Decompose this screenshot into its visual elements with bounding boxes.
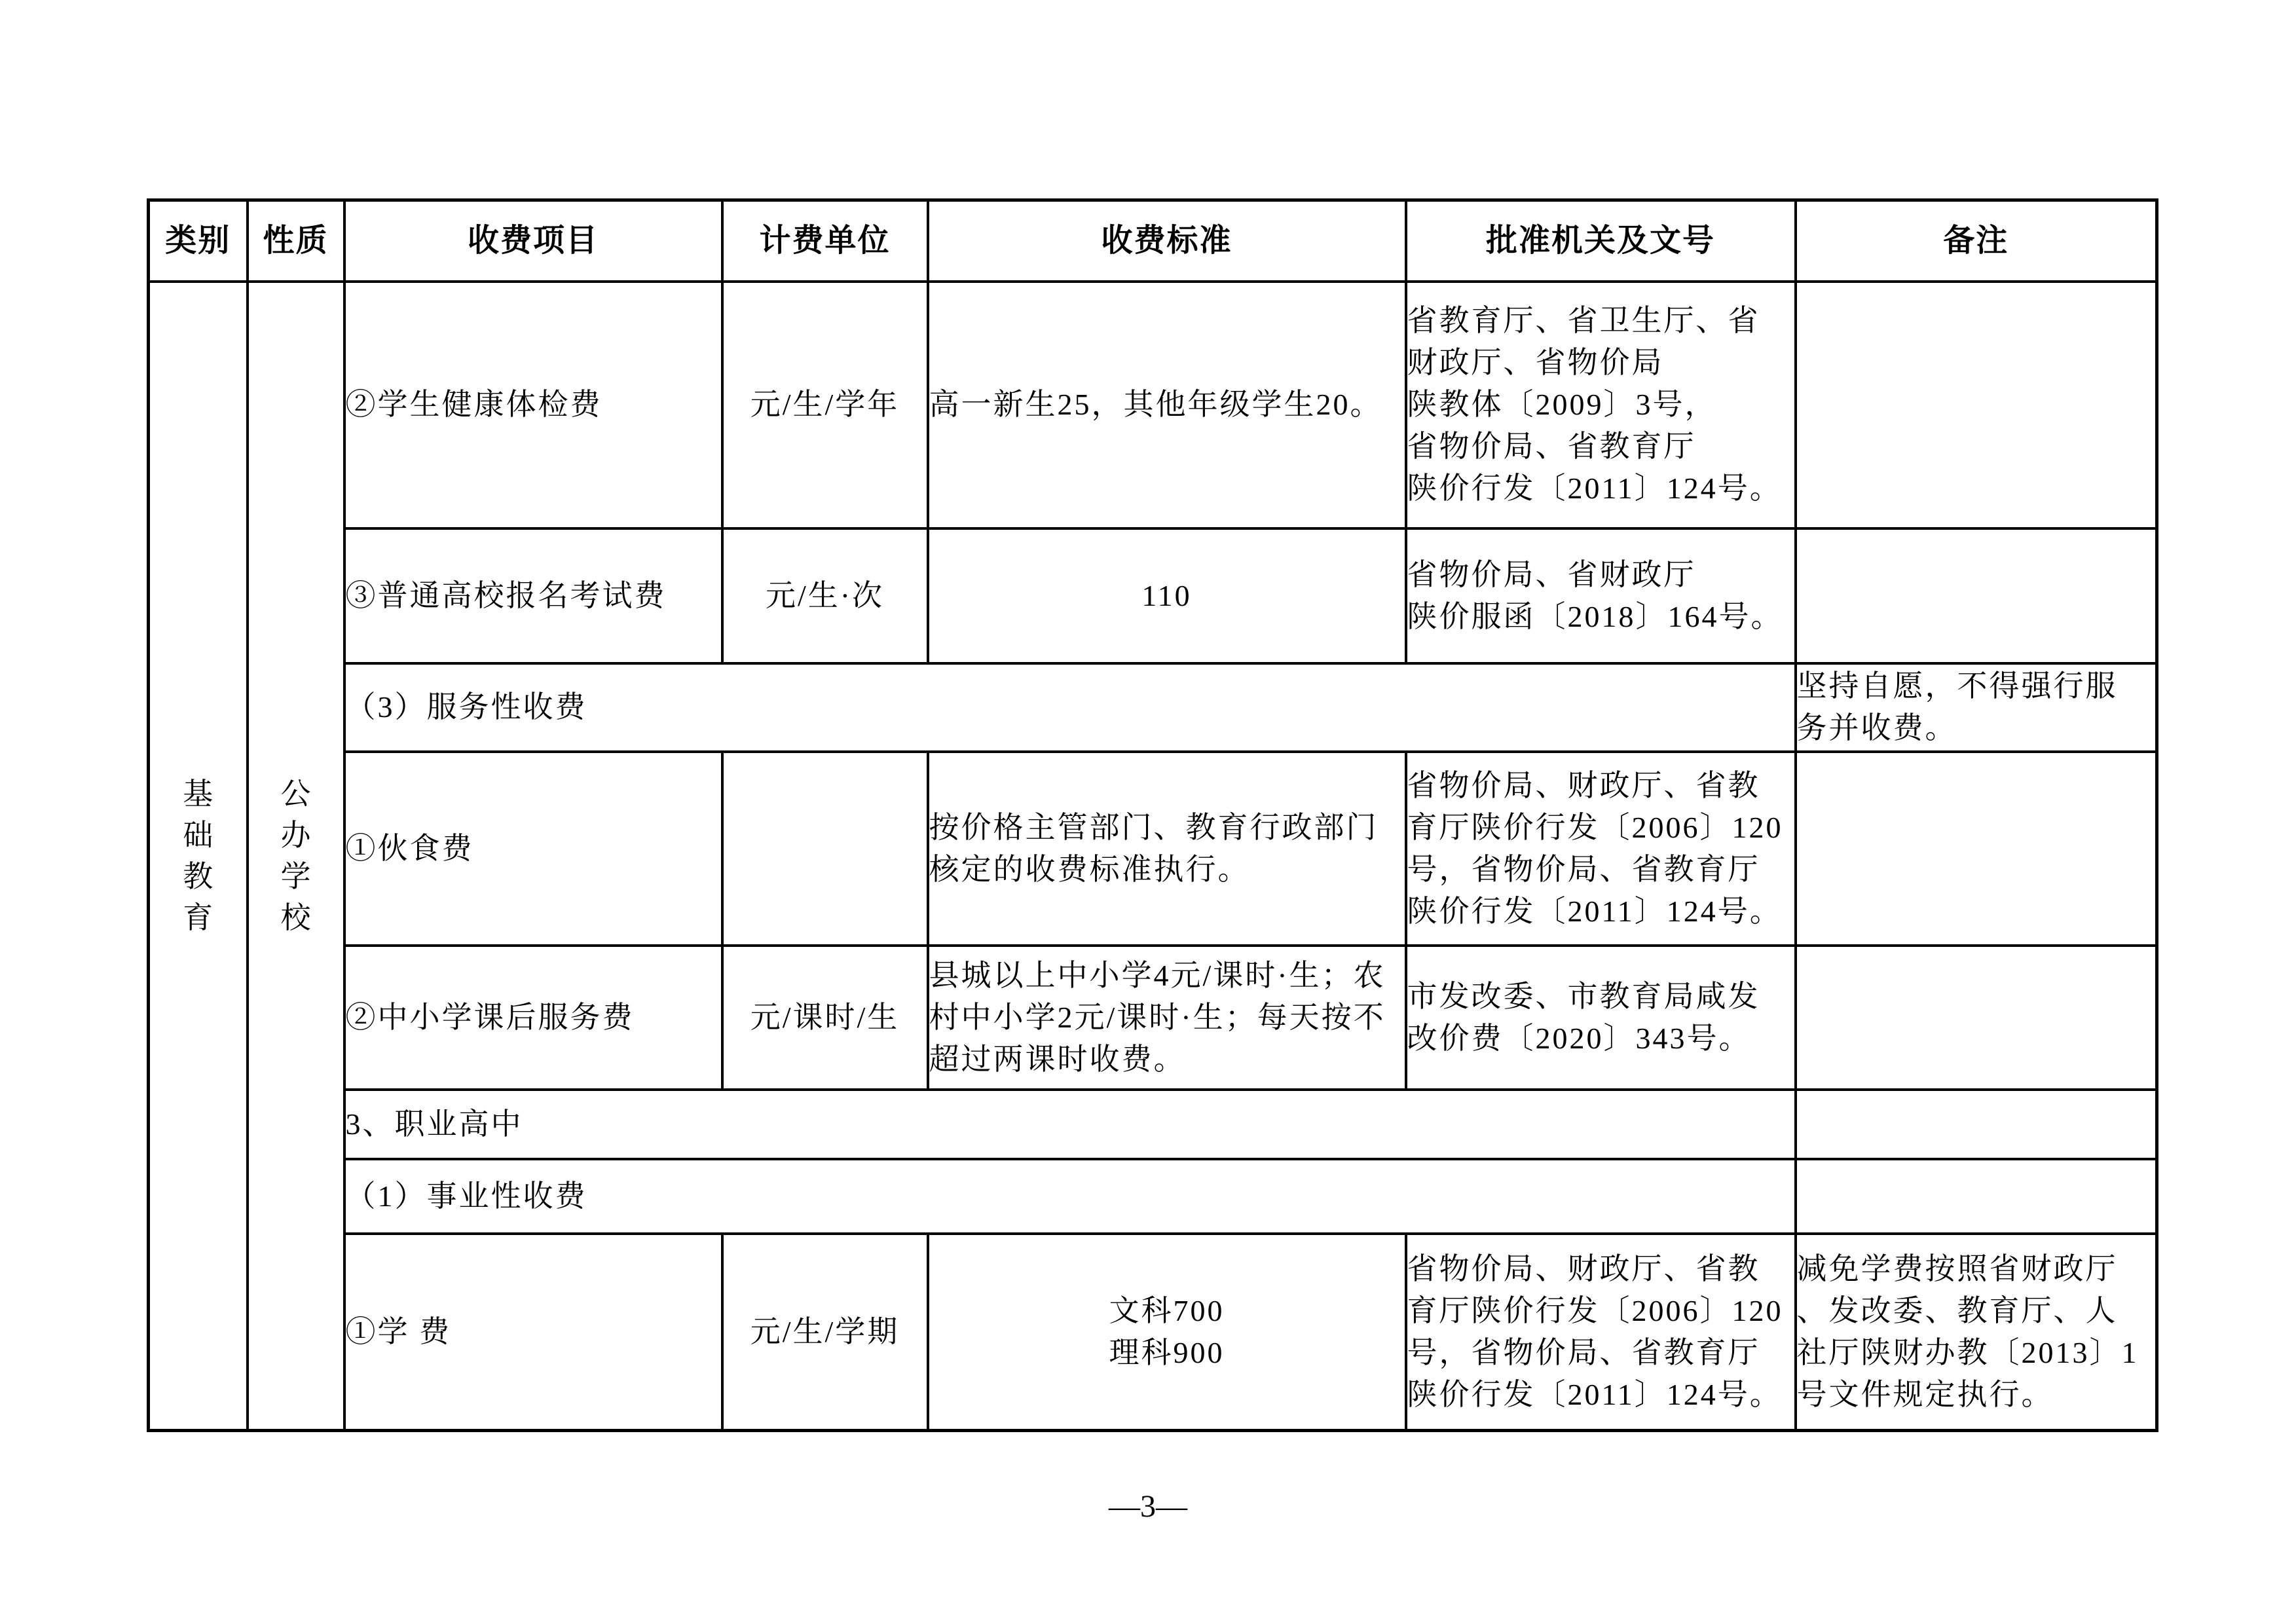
remark-cell [1796, 1159, 2157, 1234]
remark-line: 号文件规定执行。 [1796, 1377, 2054, 1411]
header-remark: 备注 [1796, 200, 2157, 282]
table-row [149, 282, 2157, 528]
standard-line: 高一新生25，其他年级学生20。 [929, 388, 1382, 421]
category-cell [149, 282, 248, 1431]
authority-line: 改价费〔2020〕343号。 [1407, 1021, 1751, 1055]
authority-line: 陕价服函〔2018〕164号。 [1407, 599, 1783, 633]
section-heading: （1）事业性收费 [344, 1159, 1796, 1234]
section-row [149, 1159, 2157, 1234]
standard-cell [928, 528, 1406, 663]
standard-line: 超过两课时收费。 [929, 1042, 1186, 1076]
remark-cell [1796, 528, 2157, 663]
authority-line: 陕教体〔2009〕3号， [1407, 388, 1717, 421]
section-heading: 3、职业高中 [344, 1090, 1796, 1159]
remark-cell [1796, 282, 2157, 528]
remark-line: 社厅陕财办教〔2013〕1 [1796, 1335, 2139, 1369]
authority-line: 陕价行发〔2011〕124号。 [1407, 894, 1782, 928]
remark-line: 、发改委、教育厅、人 [1796, 1293, 2118, 1327]
remark-cell [1796, 752, 2157, 946]
authority-line: 育厅陕价行发〔2006〕120 [1407, 810, 1783, 844]
unit-cell: 元/生/学期 [722, 1234, 928, 1431]
authority-line: 财政厅、省物价局 [1407, 346, 1664, 379]
fee-table [147, 198, 2158, 1432]
authority-line: 市发改委、市教育局咸发 [1407, 979, 1760, 1013]
authority-cell [1406, 1234, 1796, 1431]
standard-cell [928, 282, 1406, 528]
nature-text: 公办学校 [280, 777, 311, 934]
unit-cell: 元/生/学年 [722, 282, 928, 528]
unit-cell [722, 752, 928, 946]
remark-line: 减免学费按照省财政厅 [1796, 1251, 2118, 1285]
item-cell: ①学 费 [344, 1234, 722, 1431]
standard-line: 文科700 [1109, 1293, 1225, 1327]
authority-line: 省物价局、财政厅、省教 [1407, 768, 1760, 802]
remark-cell [1796, 946, 2157, 1090]
remark-cell [1796, 663, 2157, 752]
unit-cell: 元/课时/生 [722, 946, 928, 1090]
remark-cell [1796, 1090, 2157, 1159]
standard-line: 村中小学2元/课时·生；每天按不 [929, 1000, 1386, 1034]
authority-line: 陕价行发〔2011〕124号。 [1407, 1377, 1782, 1411]
table-row [149, 528, 2157, 663]
standard-cell [928, 752, 1406, 946]
item-cell: ③普通高校报名考试费 [344, 528, 722, 663]
section-row [149, 1090, 2157, 1159]
nature-cell [248, 282, 344, 1431]
standard-line: 110 [1141, 578, 1192, 612]
table-row [149, 1234, 2157, 1431]
authority-line: 省物价局、省财政厅 [1407, 557, 1696, 591]
remark-line: 坚持自愿，不得强行服 [1796, 669, 2118, 703]
authority-line: 号，省物价局、省教育厅 [1407, 852, 1760, 886]
header-unit: 计费单位 [722, 200, 928, 282]
standard-cell [928, 946, 1406, 1090]
item-cell: ②中小学课后服务费 [344, 946, 722, 1090]
authority-line: 省物价局、财政厅、省教 [1407, 1251, 1760, 1285]
authority-cell [1406, 282, 1796, 528]
authority-line: 省教育厅、省卫生厅、省 [1407, 304, 1760, 337]
authority-cell [1406, 528, 1796, 663]
category-text: 基础教育 [183, 777, 213, 934]
standard-line: 县城以上中小学4元/课时·生；农 [929, 958, 1386, 992]
unit-cell: 元/生·次 [722, 528, 928, 663]
standard-line: 按价格主管部门、教育行政部门 [929, 810, 1379, 844]
section-heading: （3）服务性收费 [344, 663, 1796, 752]
page-number: —3— [1109, 1489, 1187, 1524]
authority-line: 育厅陕价行发〔2006〕120 [1407, 1293, 1783, 1327]
table-row [149, 752, 2157, 946]
item-cell: ①伙食费 [344, 752, 722, 946]
standard-line: 核定的收费标准执行。 [929, 852, 1250, 886]
header-item: 收费项目 [344, 200, 722, 282]
header-row [149, 200, 2157, 282]
header-nature: 性质 [248, 200, 344, 282]
item-cell: ②学生健康体检费 [344, 282, 722, 528]
authority-line: 号，省物价局、省教育厅 [1407, 1335, 1760, 1369]
header-authority: 批准机关及文号 [1406, 200, 1796, 282]
authority-cell [1406, 752, 1796, 946]
table-row [149, 946, 2157, 1090]
remark-cell [1796, 1234, 2157, 1431]
standard-line: 理科900 [1109, 1335, 1225, 1369]
header-standard: 收费标准 [928, 200, 1406, 282]
authority-line: 省物价局、省教育厅 [1407, 430, 1696, 463]
section-row [149, 663, 2157, 752]
remark-line: 务并收费。 [1796, 711, 1957, 745]
authority-line: 陕价行发〔2011〕124号。 [1407, 471, 1782, 505]
authority-cell [1406, 946, 1796, 1090]
header-category: 类别 [149, 200, 248, 282]
standard-cell [928, 1234, 1406, 1431]
